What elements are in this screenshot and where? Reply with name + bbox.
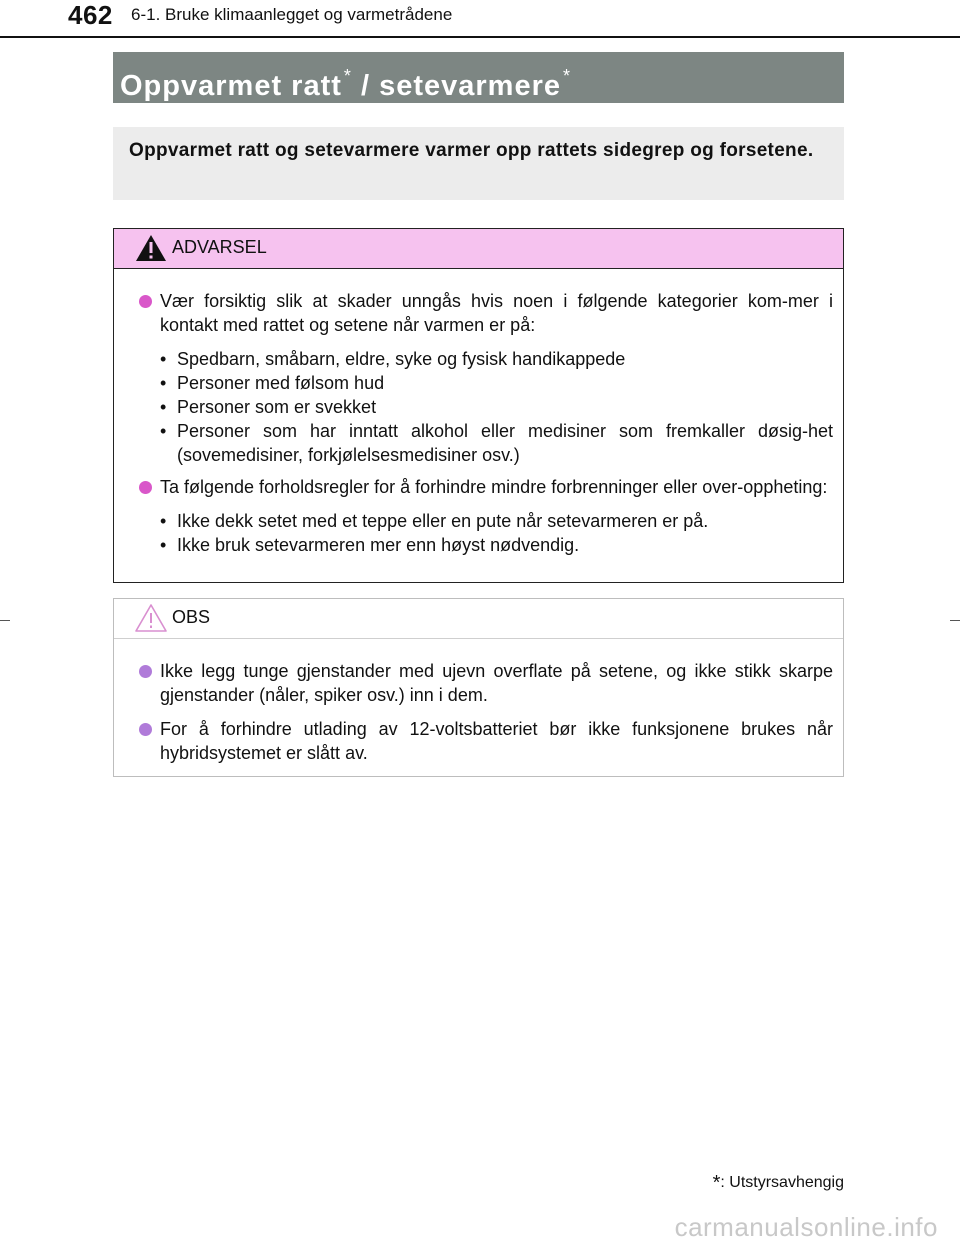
chapter-title: 6-1. Bruke klimaanlegget og varmetrådene	[131, 5, 453, 24]
title-separator: /	[351, 70, 380, 102]
warning-box	[113, 228, 844, 583]
warning-header	[114, 229, 843, 269]
watermark: carmanualsonline.info	[674, 1212, 938, 1242]
section-title: Oppvarmet ratt	[120, 70, 342, 102]
footnote	[713, 1172, 844, 1195]
caution-triangle-outline-icon	[134, 603, 168, 633]
warning-triangle-icon	[134, 233, 168, 263]
section-title-banner	[113, 52, 844, 103]
list-item: • Personer som er svekket	[160, 395, 833, 419]
caution-body	[114, 639, 843, 765]
warning-body	[114, 269, 843, 557]
intro-text: Oppvarmet ratt og setevarmere varmer opp rattets sidegrep og forsetene.	[129, 140, 814, 161]
warning-item	[139, 289, 833, 467]
list-item: • Personer som har inntatt alkohol eller medisiner som fremkaller døsig-het (sovemedisiner, forkjølelsesmedisiner osv.)	[160, 419, 833, 467]
list-item: • Ikke dekk setet med et teppe eller en pute når setevarmeren er på.	[160, 509, 833, 533]
caution-item-text: Ikke legg tunge gjenstander med ujevn overflate på setene, og ikke stikk skarpe gjenstander (nåler, spiker osv.) inn i dem.	[160, 661, 833, 705]
intro-summary	[113, 127, 844, 200]
warning-sublist	[160, 509, 833, 557]
page-number: 462	[68, 0, 113, 30]
section-title-2: setevarmere	[379, 70, 561, 102]
caution-label: OBS	[172, 607, 211, 627]
caution-box	[113, 598, 844, 777]
warning-item-text: Vær forsiktig slik at skader unngås hvis noen i følgende kategorier kom-mer i kontakt med rattet og setene når varmen er på:	[160, 291, 833, 335]
bullet-dot-icon	[139, 481, 152, 494]
warning-sublist	[160, 347, 833, 467]
asterisk-mark: *	[563, 66, 572, 86]
bullet-dot-icon	[139, 665, 152, 678]
footnote-text: : Utstyrsavhengig	[720, 1174, 844, 1191]
warning-label: ADVARSEL	[172, 237, 267, 257]
asterisk-mark: *	[712, 1172, 721, 1194]
caution-header	[114, 599, 843, 639]
bullet-dot-icon	[139, 723, 152, 736]
list-item: • Spedbarn, småbarn, eldre, syke og fysisk handikappede	[160, 347, 833, 371]
caution-item	[139, 659, 833, 707]
list-item: • Personer med følsom hud	[160, 371, 833, 395]
warning-item	[139, 475, 833, 557]
crop-mark-right	[950, 620, 960, 621]
crop-mark-left	[0, 620, 10, 621]
bullet-dot-icon	[139, 295, 152, 308]
list-item: • Ikke bruk setevarmeren mer enn høyst nødvendig.	[160, 533, 833, 557]
asterisk-mark: *	[343, 66, 352, 86]
caution-item-text: For å forhindre utlading av 12-voltsbatteriet bør ikke funksjonene brukes når hybridsystemet er slått av.	[160, 719, 833, 763]
header-divider	[0, 36, 960, 38]
caution-item	[139, 717, 833, 765]
warning-item-text: Ta følgende forholdsregler for å forhindre mindre forbrenninger eller over-oppheting:	[160, 477, 828, 497]
